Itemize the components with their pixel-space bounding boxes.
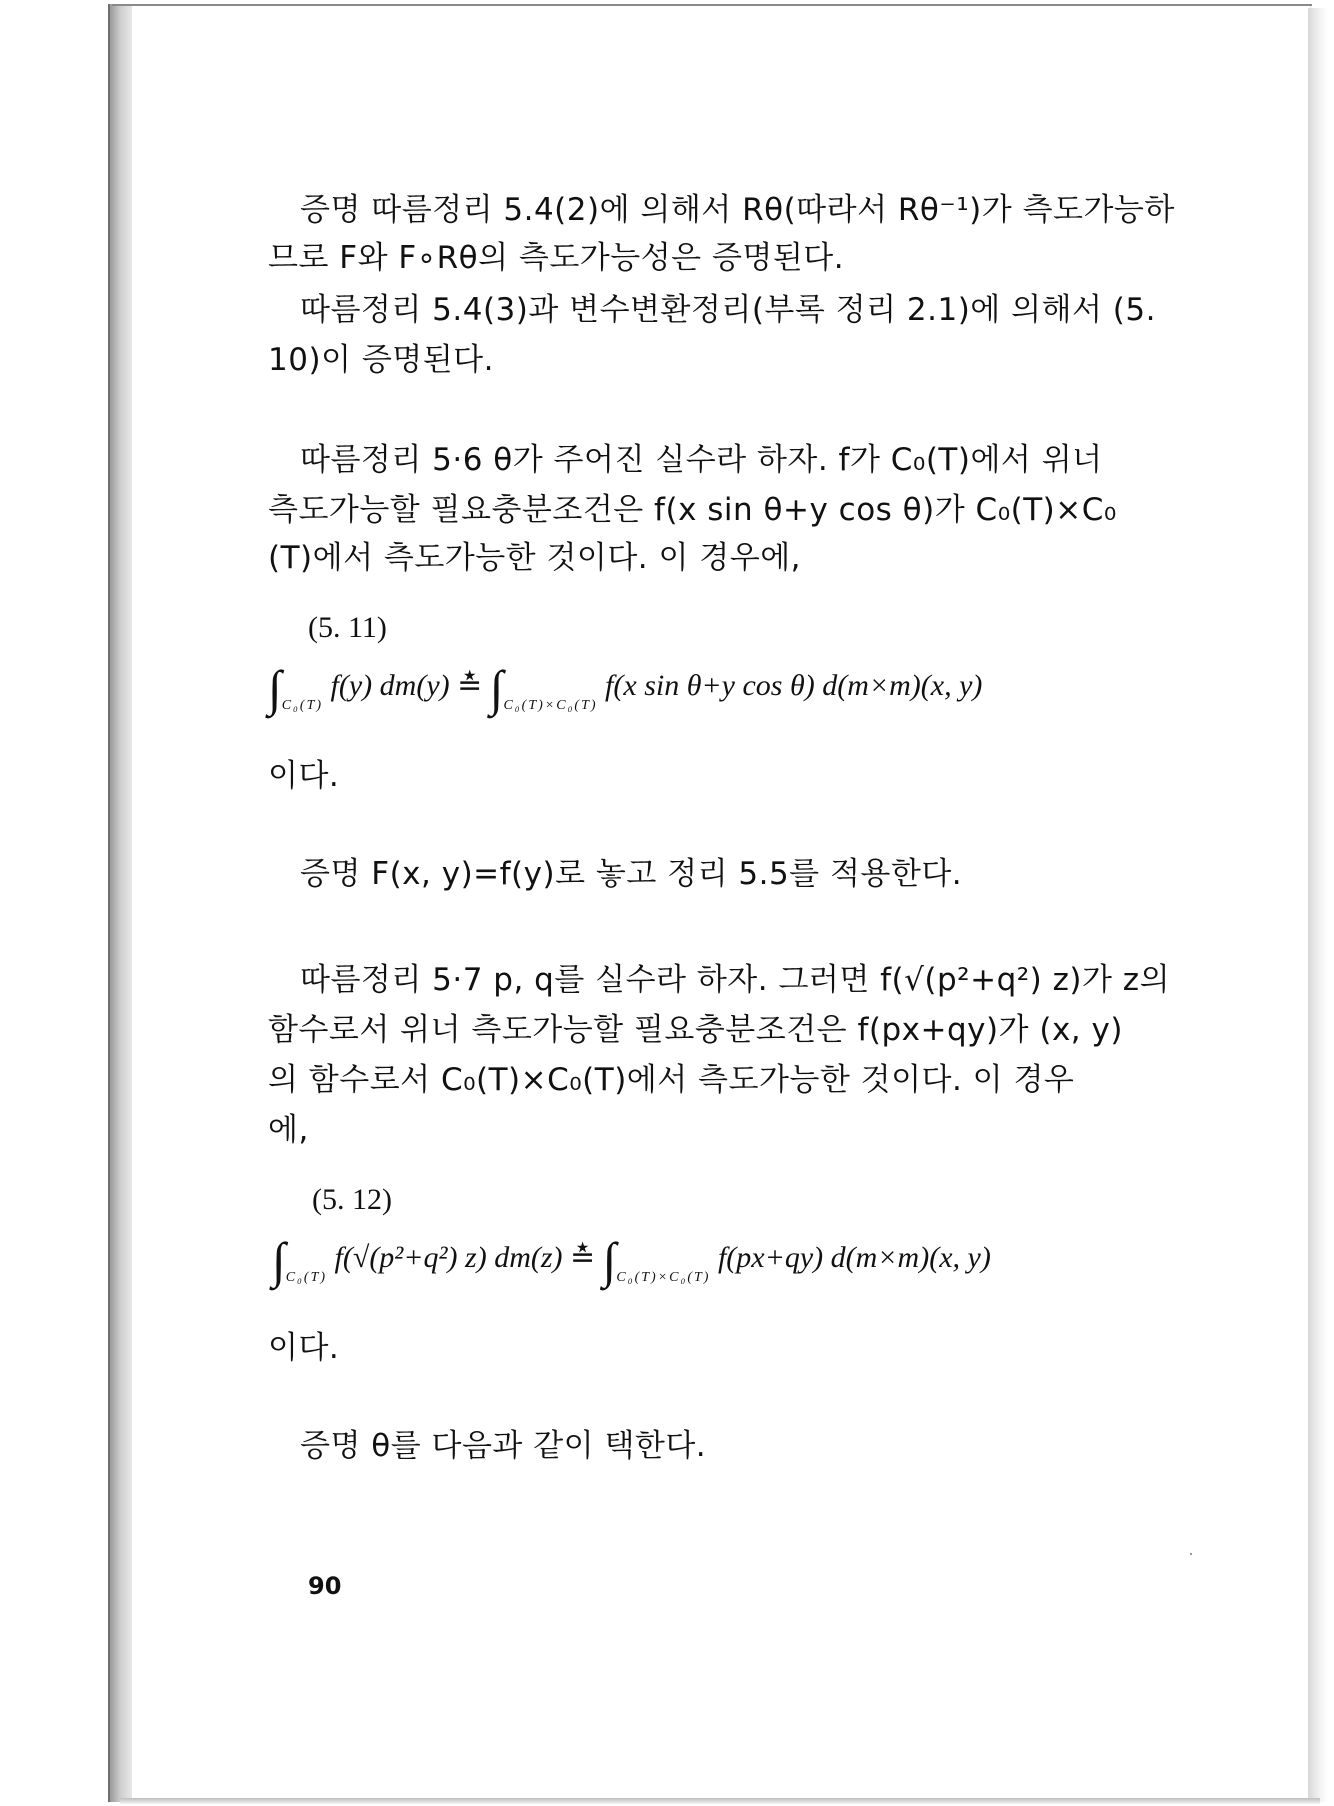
corollary57-line3: 의 함수로서 C₀(T)×C₀(T)에서 측도가능한 것이다. 이 경우 [268,1062,1075,1098]
equation-rhs: f(px+qy) d(m×m)(x, y) [717,1241,991,1274]
proof1-line2: 므로 F와 F∘Rθ의 측도가능성은 증명된다. [268,240,845,276]
equation-lhs: f(√(p²+q²) z) dm(z) [334,1241,563,1274]
corollary57-line4: 에, [268,1112,309,1148]
proof2-line: 증명 F(x, y)=f(y)로 놓고 정리 5.5를 적용한다. [300,856,963,892]
equation-lhs: f(y) dm(y) [330,669,450,702]
integral-sign-icon: ∫ [489,660,504,716]
equation-relation: ≛ [457,669,483,702]
integral-domain: C₀(T)×C₀(T) [616,1270,711,1285]
integral-sign-icon: ∫ [272,1232,286,1288]
integral-domain: C₀(T) [285,1270,328,1285]
integral-sign-icon: ∫ [268,660,282,716]
proof1b-line2: 10)이 증명된다. [268,342,494,378]
corollary56-line3: (T)에서 측도가능한 것이다. 이 경우에, [268,540,801,576]
equation-relation: ≛ [570,1241,596,1274]
corollary56-line1: 따름정리 5·6 θ가 주어진 실수라 하자. f가 C₀(T)에서 위너 [300,442,1103,478]
page-left-edge [108,4,134,1802]
after-511-text: 이다. [268,758,340,794]
integral-domain: C₀(T) [281,698,324,713]
proof1b-line1: 따름정리 5.4(3)과 변수변환정리(부록 정리 2.1)에 의해서 (5. [300,292,1156,328]
equation-label-511: (5. 11) [308,611,387,644]
proof1-line1: 증명 따름정리 5.4(2)에 의해서 Rθ(따라서 Rθ⁻¹)가 측도가능하 [300,192,1175,228]
equation-512 [272,1232,991,1300]
page-bottom-shadow [120,1798,1320,1804]
equation-rhs: f(x sin θ+y cos θ) d(m×m)(x, y) [605,669,983,702]
corollary57-line2: 함수로서 위너 측도가능할 필요충분조건은 f(px+qy)가 (x, y) [268,1012,1123,1048]
corollary57-line1: 따름정리 5·7 p, q를 실수라 하자. 그러면 f(√(p²+q²) z)가 z의 [300,962,1171,998]
page-number: 90 [308,1572,342,1600]
equation-label-512: (5. 12) [312,1183,392,1216]
proof3-line: 증명 θ를 다음과 같이 택한다. [300,1428,707,1464]
integral-domain: C₀(T)×C₀(T) [503,698,598,713]
corollary56-line2: 측도가능할 필요충분조건은 f(x sin θ+y cos θ)가 C₀(T)×C₀ [268,492,1117,528]
equation-511 [268,660,983,728]
page-right-shadow [1308,8,1328,1802]
stray-dot [1190,1553,1192,1555]
after-512-text: 이다. [268,1330,340,1366]
integral-sign-icon: ∫ [602,1232,617,1288]
